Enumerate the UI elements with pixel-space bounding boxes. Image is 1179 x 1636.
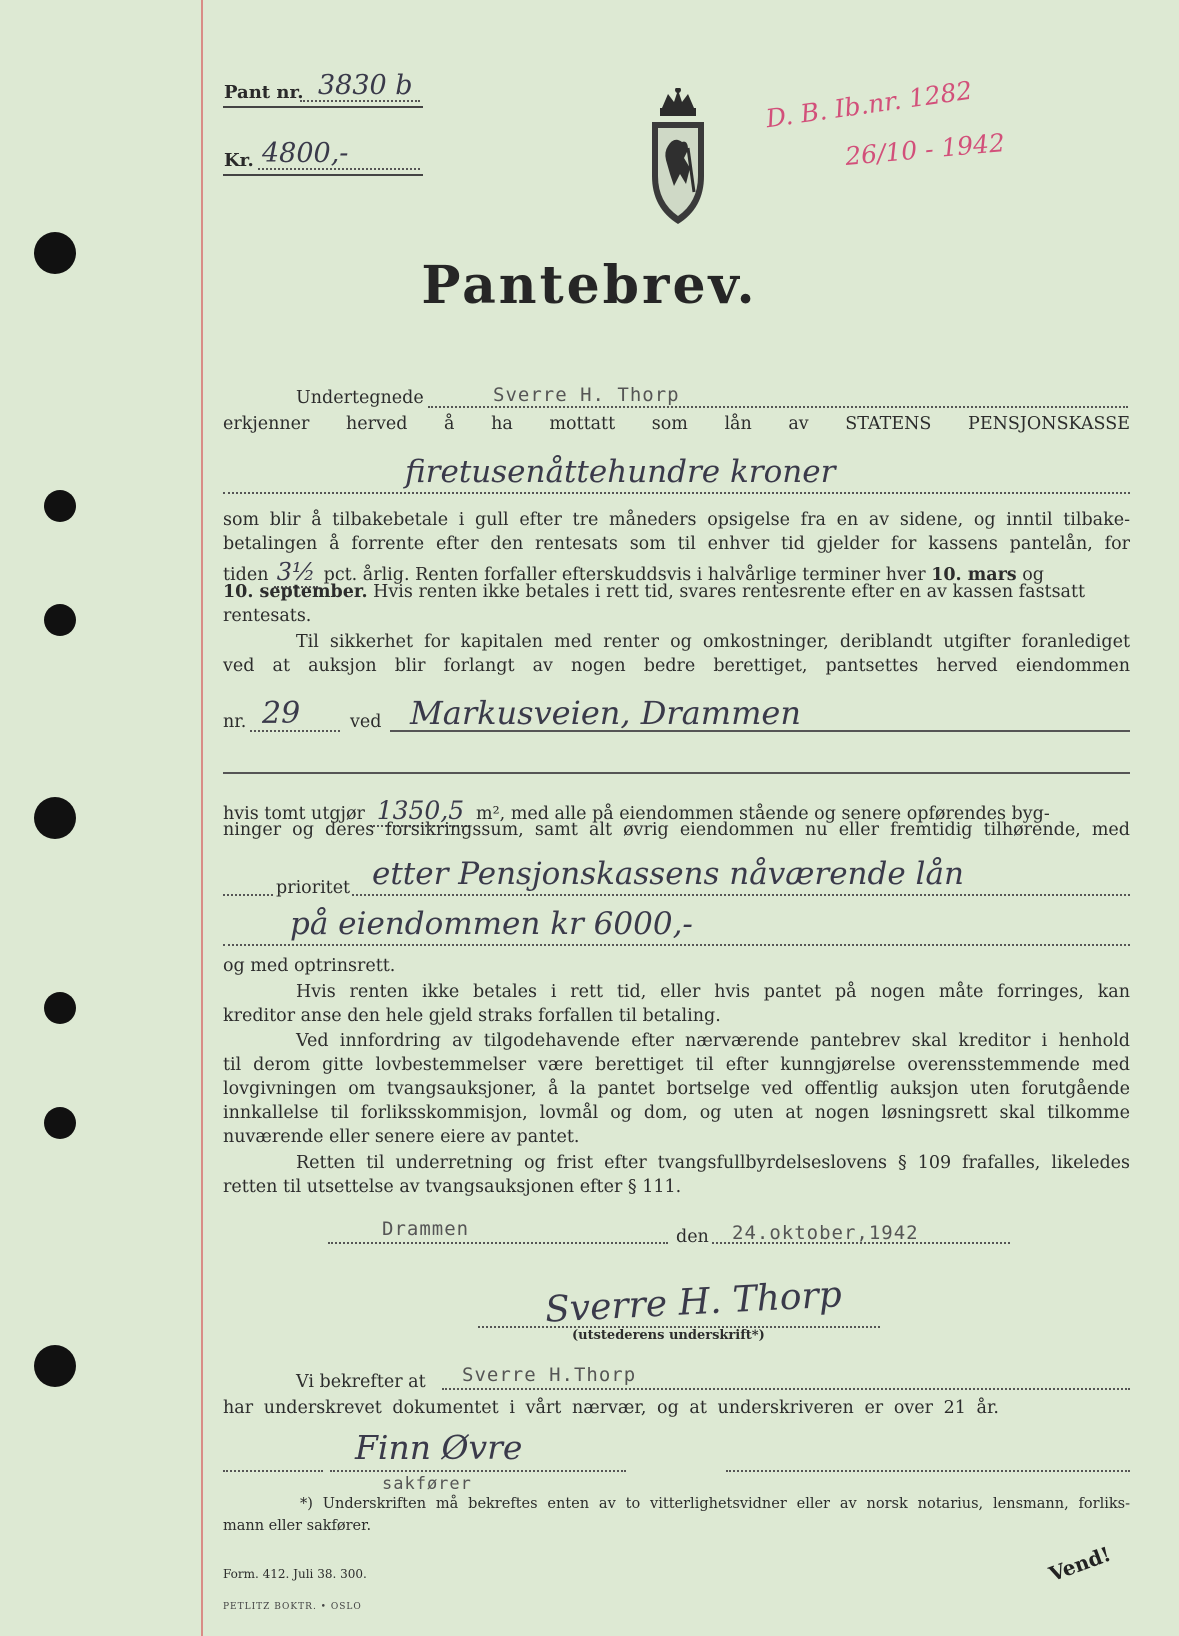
ved-label: ved [350, 712, 382, 732]
den-label: den [676, 1227, 709, 1247]
body-line: og med optrinsrett. [223, 956, 396, 976]
vend-note: Vend! [1045, 1541, 1114, 1587]
witness-signature: Finn Øvre [355, 1428, 523, 1467]
coat-of-arms-icon [640, 88, 716, 230]
amount-line [223, 492, 1130, 494]
tiden-rest: pct. årlig. Renten forfaller efterskuddsvis i halvårlige terminer hver [323, 565, 926, 585]
pant-nr-label: Pant nr. [224, 82, 304, 103]
header-rule [223, 174, 423, 176]
witness-line-left [223, 1470, 323, 1472]
prioritet-label: prioritet [276, 878, 351, 898]
body-line: betalingen å forrente efter den rentesats som til enhver tid gjelder for kassens pantelån, for [223, 534, 1130, 554]
area-rest: med alle på eiendommen stående og senere opførendes byg- [510, 804, 1050, 824]
registration-stamp-date: 26/10 - 1942 [844, 128, 1006, 171]
header-rule [223, 106, 423, 108]
footnote-line: mann eller sakfører. [223, 1518, 372, 1534]
body-line: nuværende eller senere eiere av pantet. [223, 1127, 580, 1147]
prioritet-value-1: etter Pensjonskassens nåværende lån [372, 856, 964, 892]
september-rest: Hvis renten ikke betales i rett tid, svares rentesrente efter en av kassen fastsatt [373, 582, 1086, 602]
registration-stamp: D. B. Ib.nr. 1282 [763, 75, 974, 134]
witness-title: sakfører [382, 1474, 472, 1494]
pant-nr-value: 3830 b [318, 70, 413, 101]
date-mars: 10. mars [931, 565, 1017, 585]
date-september: 10. september. [223, 582, 368, 602]
place-line [328, 1242, 668, 1244]
printer-imprint: PETLITZ BOKTR. • OSLO [223, 1602, 362, 1612]
confirmed-name-line [442, 1388, 1130, 1390]
hvis-tomt-label: hvis tomt utgjør [223, 804, 365, 824]
witness-line-right [726, 1470, 1130, 1472]
body-line: innkallelse til forliksskommisjon, lovmål og dom, og uten at nogen løsningsrett skal tilkomme [223, 1103, 1130, 1123]
prioritet-lead-line [223, 894, 273, 896]
prioritet-line [352, 894, 1130, 896]
prioritet-line-2 [223, 944, 1130, 946]
kr-value: 4800,- [262, 138, 349, 169]
area-value: 1350,5 [370, 796, 470, 827]
body-line: ved at auksjon blir forlangt av nogen bedre berettiget, pantsettes herved eiendommen [223, 656, 1130, 676]
footnote-line: *) Underskriften må bekreftes enten av to vitterlighetsvidner eller av norsk notarius, lensmann, forliks- [300, 1496, 1130, 1512]
borrower-name: Sverre H. Thorp [493, 384, 680, 406]
body-line: Retten til underretning og frist efter tvangsfullbyrdelseslovens § 109 frafalles, likeledes [296, 1153, 1130, 1173]
body-line: retten til utsettelse av tvangsauksjonen efter § 111. [223, 1177, 682, 1197]
body-line: ninger og deres forsikringssum, samt alt øvrig eiendommen nu eller fremtidig tilhørende, med [223, 820, 1130, 840]
borrower-signature: Sverre H. Thorp [544, 1274, 843, 1331]
body-line: lovgivningen om tvangsauksjoner, å la pantet bortselge ved offentlig auksjon uten forutgående [223, 1079, 1130, 1099]
amount-in-words: firetusenåttehundre kroner [405, 454, 836, 490]
borrower-line [428, 406, 1128, 408]
body-line: erkjenner herved å ha mottatt som lån av STATENS PENSJONSKASSE [223, 414, 1130, 434]
punch-hole [44, 490, 76, 522]
signing-date: 24.oktober,1942 [732, 1222, 919, 1244]
punch-hole [44, 604, 76, 636]
undertegnede-label: Undertegnede [296, 388, 424, 408]
vi-bekrefter-label: Vi bekrefter at [296, 1372, 426, 1392]
interest-rate: 3½ [274, 558, 318, 588]
document-title: Pantebrev. [421, 255, 758, 316]
kr-label: Kr. [224, 150, 254, 171]
property-street: Markusveien, Drammen [410, 694, 801, 732]
area-unit: m², [476, 804, 506, 824]
body-line: Til sikkerhet for kapitalen med renter og omkostninger, deriblandt utgifter foranlediget [296, 632, 1130, 652]
og-word: og [1022, 565, 1044, 585]
prioritet-value-2: på eiendommen kr 6000,- [290, 906, 693, 942]
signature-caption: (utstederens underskrift*) [572, 1328, 765, 1343]
body-line: som blir å tilbakebetale i gull efter tre måneders opsigelse fra en av sidene, og inntil tilbake- [223, 510, 1130, 530]
body-line: har underskrevet dokumentet i vårt nærvær, og at underskriveren er over 21 år. [223, 1398, 999, 1418]
tiden-label: tiden [223, 565, 269, 585]
body-line: Ved innfordring av tilgodehavende efter nærværende pantebrev skal kreditor i henhold [296, 1031, 1130, 1051]
body-line: Hvis renten ikke betales i rett tid, eller hvis pantet på nogen måte forringes, kan [296, 982, 1130, 1002]
form-info: Form. 412. Juli 38. 300. [223, 1567, 367, 1581]
confirmed-name: Sverre H.Thorp [462, 1364, 637, 1386]
body-line: rentesats. [223, 606, 312, 626]
body-line: kreditor anse den hele gjeld straks forfallen til betaling. [223, 1006, 721, 1026]
margin-rule [201, 0, 203, 1636]
punch-hole [44, 992, 76, 1024]
property-nr: 29 [262, 696, 301, 731]
signing-place: Drammen [382, 1218, 470, 1240]
september-line [223, 582, 1085, 602]
punch-hole [44, 1107, 76, 1139]
blank-line [223, 772, 1130, 774]
punch-hole [34, 1345, 76, 1387]
body-line: til derom gitte lovbestemmelser være berettiget til efter kunngjørelse overensstemmende med [223, 1055, 1130, 1075]
witness-line-mid [330, 1470, 626, 1472]
punch-hole [34, 797, 76, 839]
nr-label: nr. [223, 712, 247, 732]
